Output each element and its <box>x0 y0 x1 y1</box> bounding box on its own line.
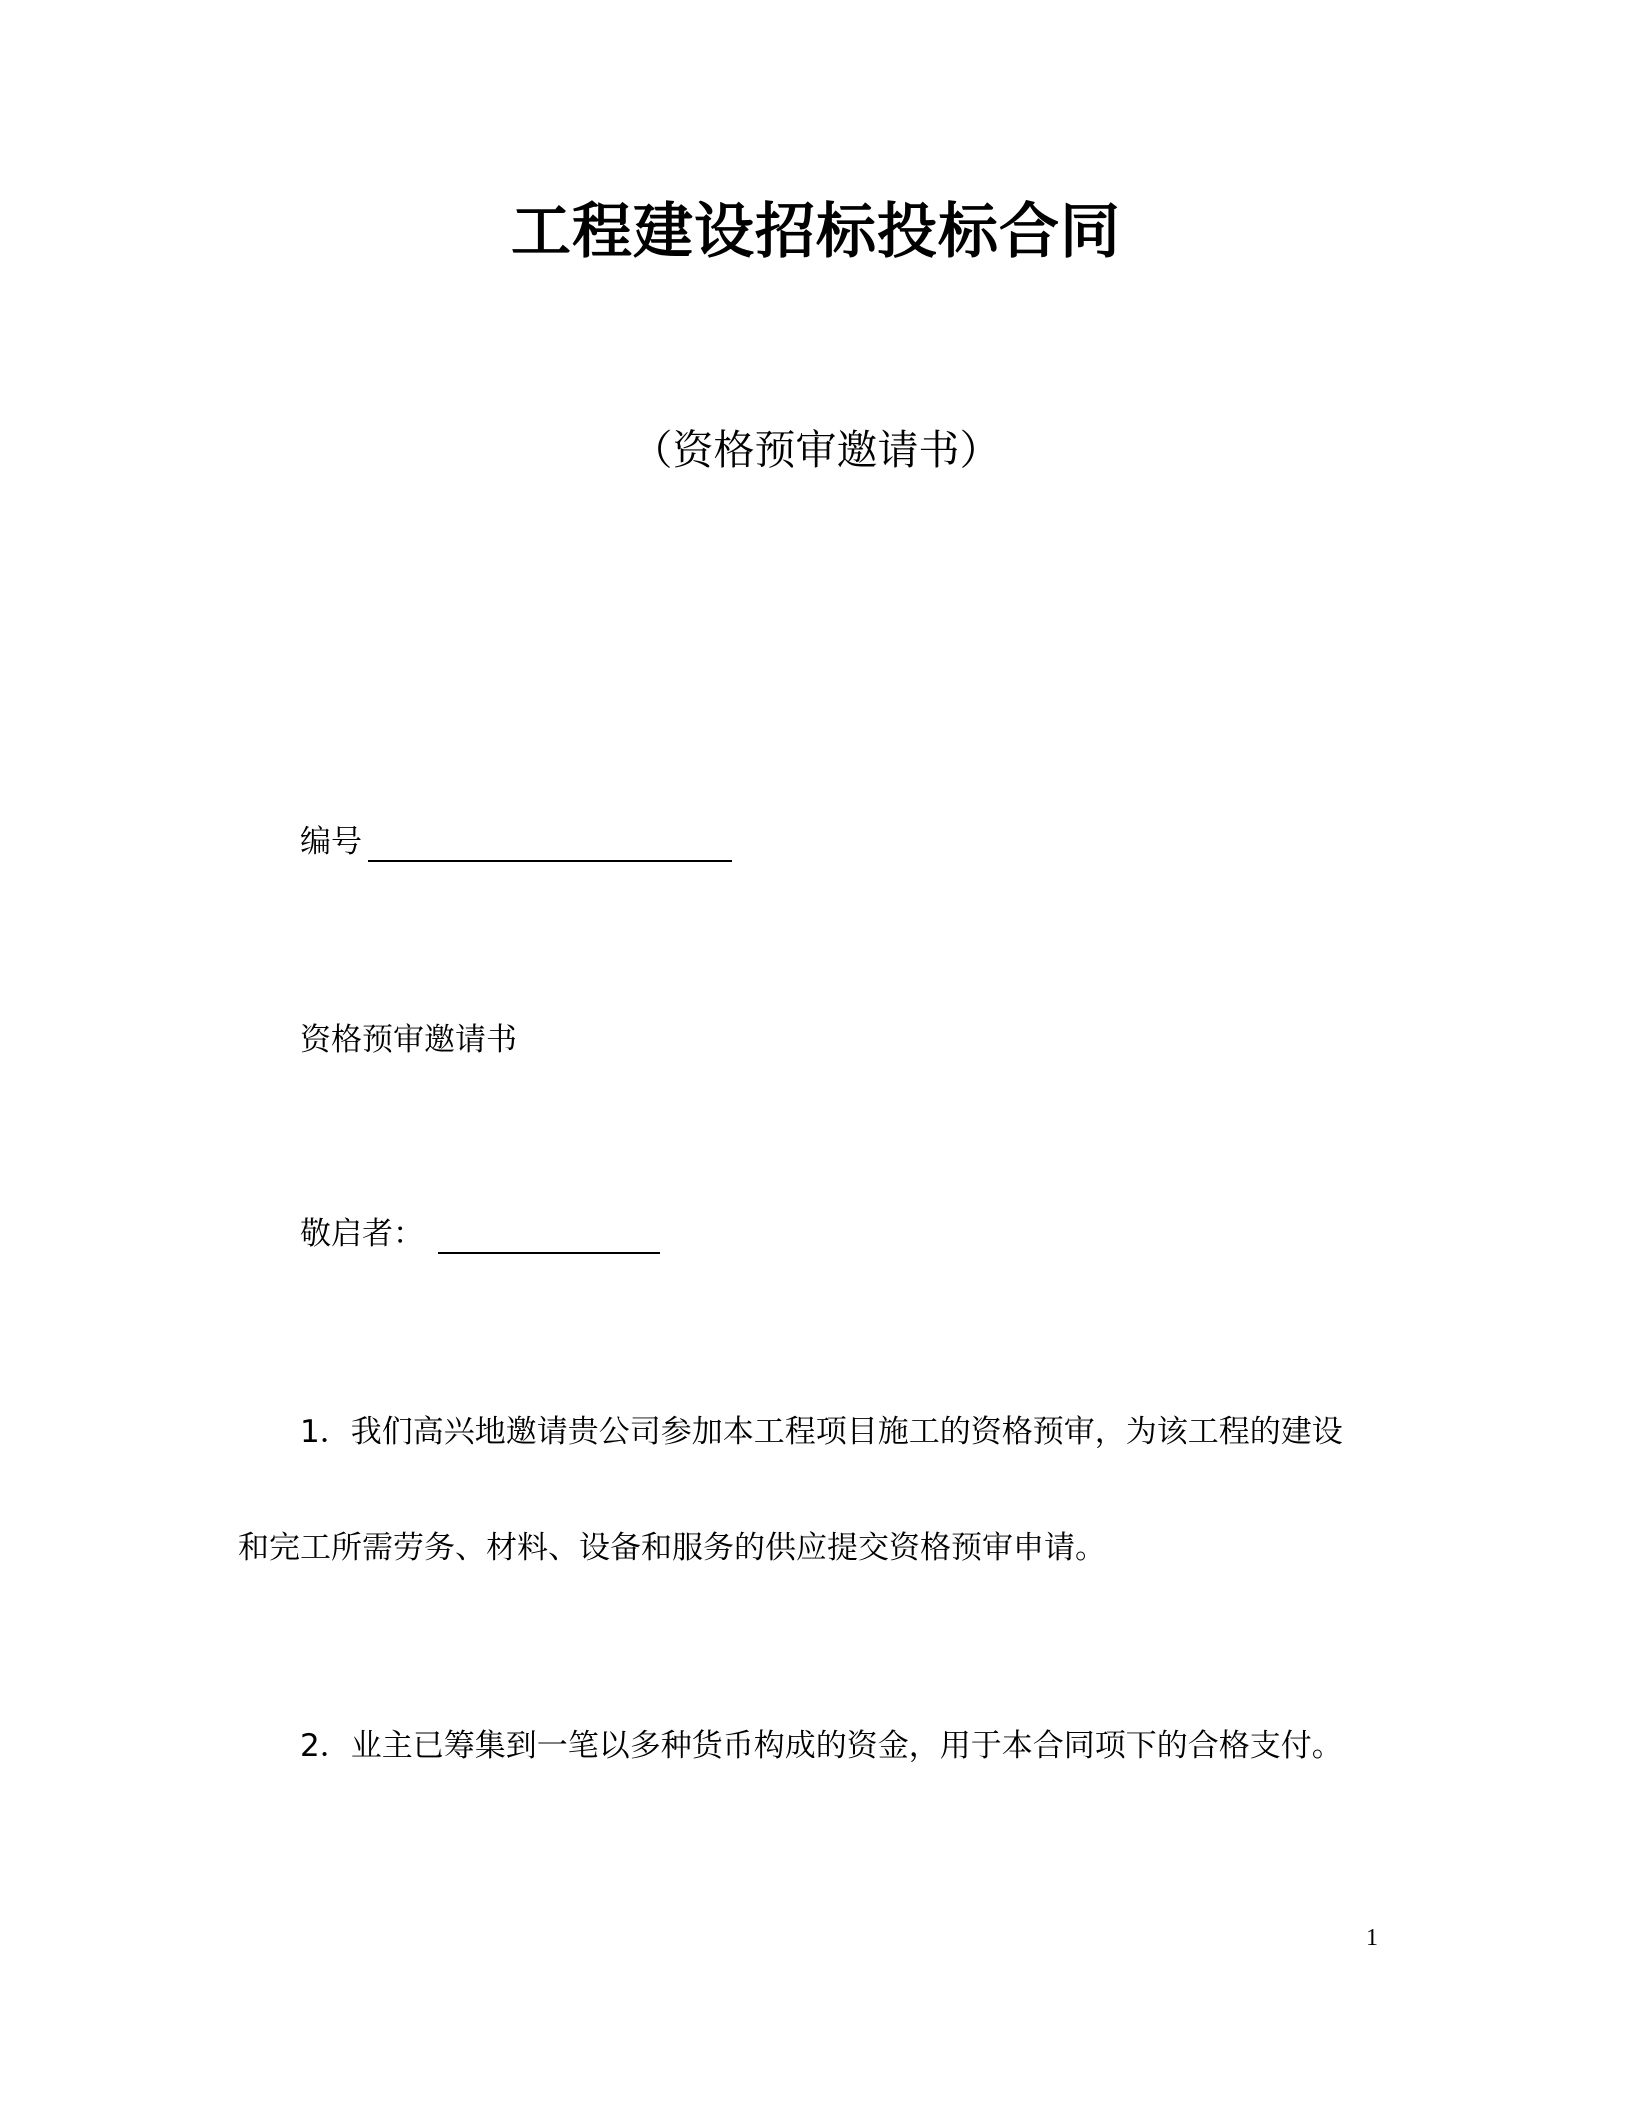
document-title: 工程建设招标投标合同 <box>511 197 1121 267</box>
paragraph-1-line-2: 和完工所需劳务、材料、设备和服务的供应提交资格预审申请。 <box>238 1530 1106 1566</box>
paragraph-2: 2．业主已筹集到一笔以多种货币构成的资金，用于本合同项下的合格支付。 <box>300 1728 1343 1764</box>
number-label: 编号 <box>300 824 362 860</box>
page-number: 1 <box>1366 1925 1378 1951</box>
salutation-label: 敬启者： <box>300 1216 424 1252</box>
document-subtitle: （资格预审邀请书） <box>631 426 1001 474</box>
salutation-field <box>300 1214 660 1254</box>
section-heading: 资格预审邀请书 <box>300 1022 517 1058</box>
number-field <box>300 822 732 862</box>
paragraph-1-line-1: 1．我们高兴地邀请贵公司参加本工程项目施工的资格预审，为该工程的建设 <box>300 1414 1343 1450</box>
salutation-blank-line <box>438 1222 660 1254</box>
number-blank-line <box>368 830 732 862</box>
